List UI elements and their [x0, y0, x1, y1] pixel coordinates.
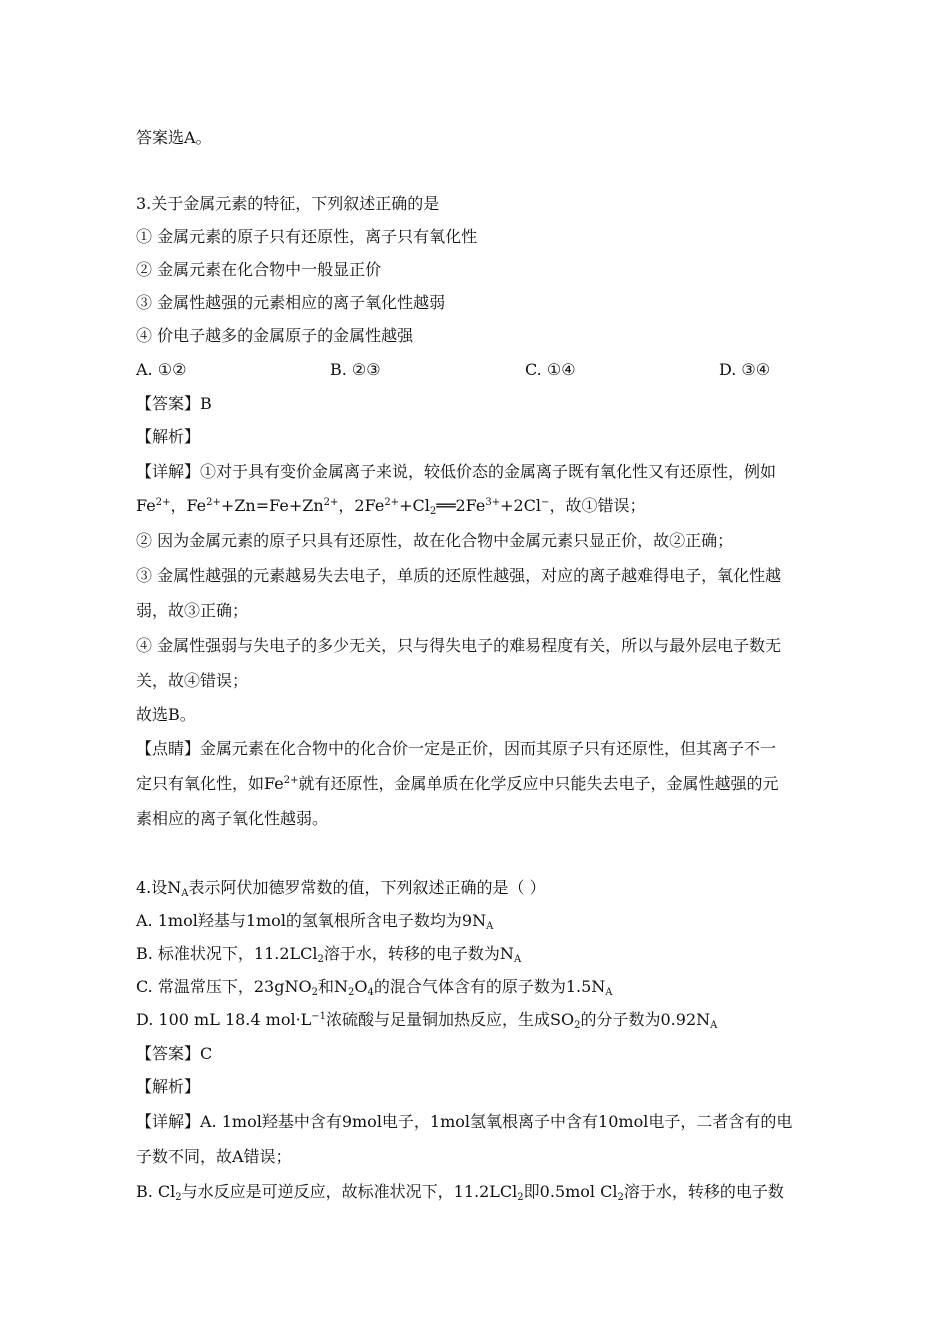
q4-analysis-heading: 【解析】: [136, 1077, 201, 1096]
q3-note-line-2: 定只有氧化性，如$Fe^{2+}$就有还原性，金属单质在化学反应中只能失去电子，金属性越强的元: [136, 774, 779, 793]
q3-option-d: D. ③④: [719, 360, 771, 379]
q3-option-a: A. ①②: [136, 360, 187, 379]
q4-detail-line-2: 子数不同，故A错误；: [136, 1147, 292, 1166]
q4-option-a: A. 1mol羟基与1mol的氢氧根所含电子数均为$9N_A$: [136, 911, 494, 932]
q3-detail-line-1: 【详解】①对于具有变价金属离子来说，较低价态的金属离子既有氧化性又有还原性，例如: [136, 462, 777, 481]
q3-detail-line-7: 关，故④错误；: [136, 671, 249, 690]
q3-answer: 【答案】B: [136, 394, 212, 413]
q3-statement-4: ④ 价电子越多的金属原子的金属性越强: [136, 326, 414, 345]
q3-statement-3: ③ 金属性越强的元素相应的离子氧化性越弱: [136, 293, 446, 312]
q4-detail-line-1: 【详解】A. 1mol羟基中含有9mol电子，1mol氢氧根离子中含有10mol电子，二者含有的电: [136, 1112, 793, 1131]
q3-analysis-heading: 【解析】: [136, 427, 201, 446]
q3-detail-line-2: $Fe^{2+}$，$Fe^{2+}+Zn=Fe+Zn^{2+}$，$2Fe^{2+}+Cl_2══2Fe^{3+}+2Cl^-$，故①错误；: [136, 496, 646, 517]
q3-detail-line-4: ③ 金属性越强的元素越易失去电子，单质的还原性越强，对应的离子越难得电子，氧化性越: [136, 566, 782, 585]
q4-option-c: C. 常温常压下，23gNO$_2$和$N_2O_4$的混合气体含有的原子数为$1.5N_A$: [136, 977, 613, 998]
q4-stem: 4.设$N_A$表示阿伏加德罗常数的值，下列叙述正确的是（ ）: [136, 878, 546, 899]
q4-answer: 【答案】C: [136, 1044, 213, 1063]
q3-note-line-1: 【点睛】金属元素在化合物中的化合价一定是正价，因而其原子只有还原性，但其离子不一: [136, 739, 777, 758]
q4-detail-line-3: B. $Cl_2$与水反应是可逆反应，故标准状况下，11.2LCl$_2$即0.5mol $Cl_2$溶于水，转移的电子数: [136, 1182, 784, 1203]
q3-option-b: B. ②③: [330, 360, 381, 379]
q3-note-line-3: 素相应的离子氧化性越弱。: [136, 809, 329, 828]
q3-detail-line-8: 故选B。: [136, 705, 196, 724]
q3-statement-1: ① 金属元素的原子只有还原性，离子只有氧化性: [136, 227, 478, 246]
q3-detail-line-6: ④ 金属性强弱与失电子的多少无关，只与得失电子的难易程度有关，所以与最外层电子数无: [136, 636, 782, 655]
q3-statement-2: ② 金属元素在化合物中一般显正价: [136, 260, 382, 279]
q3-detail-line-5: 弱，故③正确；: [136, 601, 249, 620]
q4-option-b: B. 标准状况下，11.2LCl$_2$溶于水，转移的电子数为$N_A$: [136, 944, 522, 965]
previous-answer-line: 答案选A。: [136, 128, 212, 147]
q3-stem: 3.关于金属元素的特征，下列叙述正确的是: [136, 194, 440, 213]
q3-detail-line-3: ② 因为金属元素的原子只具有还原性，故在化合物中金属元素只显正价，故②正确；: [136, 531, 734, 550]
q3-option-c: C. ①④: [525, 360, 576, 379]
q4-option-d: D. 100 mL 18.4 $mol\cdot L^{-1}$浓硫酸与足量铜加热反应，生成$SO_2$的分子数为$0.92N_A$: [136, 1010, 718, 1031]
